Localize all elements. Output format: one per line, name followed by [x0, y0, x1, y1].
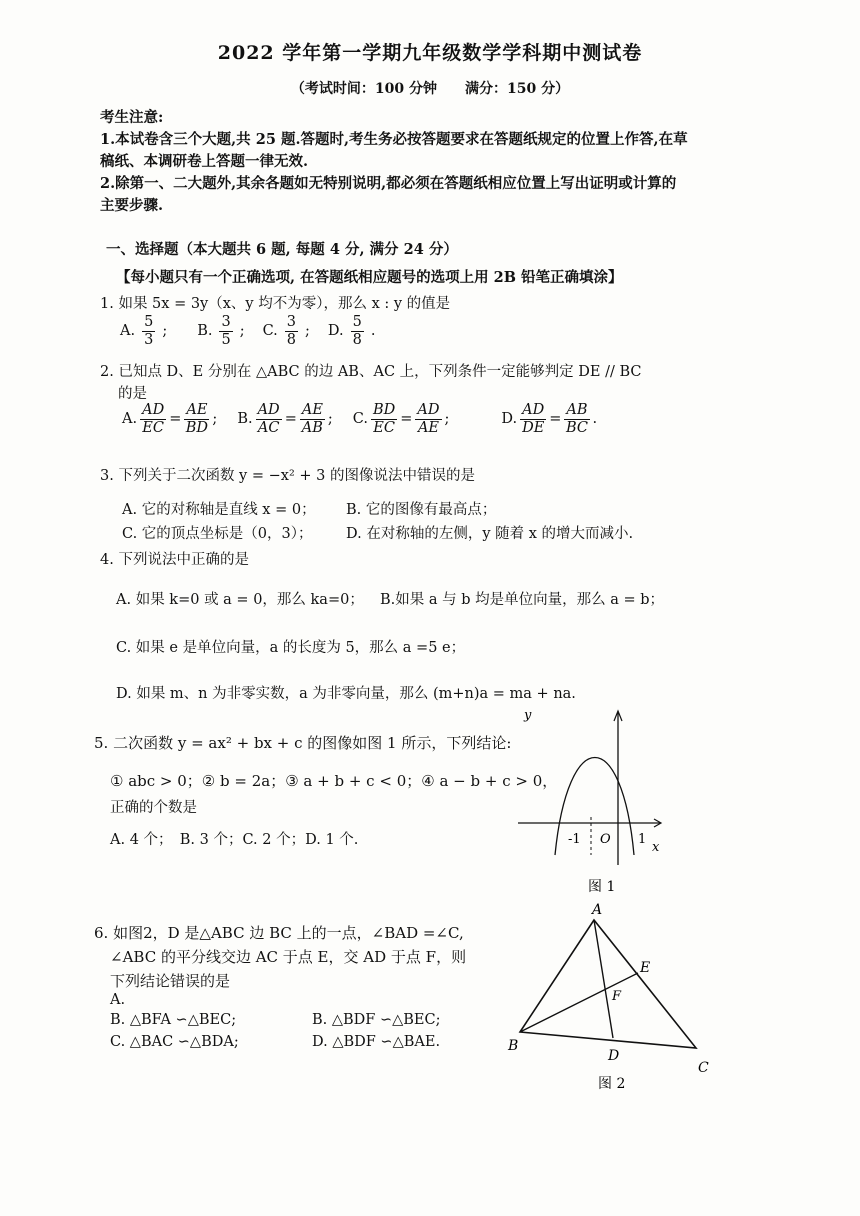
q3-option-c: C. 它的顶点坐标是（0，3）；: [122, 526, 313, 542]
q2-stem2: 的是: [118, 386, 147, 402]
q6-stem2: ∠ABC 的平分线交边 AC 于点 E，交 AD 于点 F，则: [110, 948, 467, 966]
q2-c-right: $\frac{AD}{AE}$: [417, 402, 440, 436]
q6-option-d: D. △BDF ∽△BAE.: [312, 1034, 441, 1050]
q6-option-b2: B. △BDF ∽△BEC;: [312, 1012, 441, 1028]
figure-2-triangle: [500, 900, 720, 1095]
q1-option-a-frac: $\frac{5}{3}$: [144, 314, 154, 348]
q2-stem: 2. 已知点 D、E 分别在 △ABC 的边 AB、AC 上，下列条件一定能够判定 DE // BC: [100, 364, 642, 380]
q5-conclusions: ① abc > 0；② b = 2a；③ a + b + c < 0；④ a − b + c > 0，: [110, 772, 558, 790]
q1-option-b-label: B.: [197, 323, 213, 340]
fig2-label-b: B: [508, 1038, 519, 1054]
notice-line1b: 稿纸、本调研卷上答题一律无效.: [100, 153, 309, 170]
q3-option-b: B. 它的图像有最高点；: [346, 502, 497, 518]
fig2-label-d: D: [608, 1048, 620, 1064]
notice-line2b: 主要步骤.: [100, 197, 164, 214]
q3-stem: 3. 下列关于二次函数 y = −x² + 3 的图像说法中错误的是: [100, 468, 475, 484]
q1-options: A. $\frac{5}{3}$ ; B. $\frac{3}{5}$ ; C. $\frac{3}{8}$ ; D. $\frac{5}{8}$ .: [120, 314, 376, 348]
q6-stem3: 下列结论错误的是: [110, 972, 231, 990]
notice-line1: 1.本试卷含三个大题,共 25 题.答题时,考生务必按答题要求在答题纸规定的位置上作答,在草: [100, 131, 688, 148]
q1-option-a-label: A.: [120, 323, 136, 340]
fig2-triangle-abc: [520, 920, 696, 1048]
q3-option-d: D. 在对称轴的左侧，y 随着 x 的增大而减小.: [346, 526, 634, 542]
notice-heading: 考生注意:: [100, 109, 164, 126]
fig1-one-label: 1: [638, 832, 647, 847]
fig2-label-e: E: [640, 960, 651, 976]
q2-a-left: $\frac{AD}{EC}$: [142, 402, 165, 436]
fig1-parabola-curve: [555, 758, 634, 856]
q5-stem: 5. 二次函数 y = ax² + bx + c 的图像如图 1 所示，下列结论:: [94, 734, 512, 752]
q2-a-right: $\frac{AE}{BD}$: [185, 402, 209, 436]
exam-title: 2022 学年第一学期九年级数学学科期中测试卷: [217, 42, 643, 64]
q2-b-right: $\frac{AE}{AB}$: [301, 402, 323, 436]
fig2-label-c: C: [698, 1060, 709, 1076]
exam-subtitle: （考试时间：100 分钟 满分：150 分）: [290, 81, 570, 97]
fig2-label-a: A: [592, 902, 603, 918]
q2-b-left: $\frac{AD}{AC}$: [257, 402, 280, 436]
q4-option-b: B.如果 a 与 b 均是单位向量，那么 a = b；: [380, 592, 665, 608]
figure-1-parabola: [510, 705, 670, 900]
section1-instruction: 【每小题只有一个正确选项, 在答题纸相应题号的选项上用 2B 铅笔正确填涂】: [116, 269, 623, 286]
q2-d-left: $\frac{AD}{DE}$: [522, 402, 545, 436]
q2-options: A. $\frac{AD}{EC}$ = $\frac{AE}{BD}$ ; B. $\frac{AD}{AC}$ = $\frac{AE}{AB}$ ; C. $\frac{BD}{EC}$ = $\frac{AD}{AE}$ ; D. $\frac{AD}{DE}$ = $\frac{AB}{BC}$ .: [122, 402, 598, 436]
q1-option-d-frac: $\frac{5}{8}$: [352, 314, 362, 348]
q6-option-b: B. △BFA ∽△BEC;: [110, 1012, 237, 1028]
fig1-neg1-label: -1: [568, 832, 581, 847]
fig2-label-f: F: [612, 989, 622, 1004]
section1-heading: 一、选择题（本大题共 6 题, 每题 4 分, 满分 24 分）: [106, 241, 458, 258]
fig1-caption: 图 1: [588, 879, 616, 895]
q4-stem: 4. 下列说法中正确的是: [100, 552, 249, 568]
fig1-origin-label: O: [600, 832, 611, 847]
q1-option-b-frac: $\frac{3}{5}$: [221, 314, 231, 348]
q3-option-a: A. 它的对称轴是直线 x = 0；: [122, 502, 316, 518]
q5-options: A. 4 个； B. 3 个；C. 2 个；D. 1 个.: [110, 832, 359, 848]
q1-option-c-label: C.: [262, 323, 278, 340]
q4-option-d: D. 如果 m、n 为非零实数，a 为非零向量，那么 (m+n)a = ma + na.: [116, 686, 576, 702]
q4-option-c: C. 如果 e 是单位向量，a 的长度为 5，那么 a =5 e；: [116, 640, 466, 656]
notice-line2: 2.除第一、二大题外,其余各题如无特别说明,都必须在答题纸相应位置上写出证明或计算的: [100, 175, 677, 192]
q2-d-right: $\frac{AB}{BC}$: [565, 402, 588, 436]
fig1-x-label: x: [652, 840, 660, 855]
q4-option-a: A. 如果 k=0 或 a = 0，那么 ka=0；: [116, 592, 364, 608]
q6-option-c: C. △BAC ∽△BDA;: [110, 1034, 239, 1050]
fig1-y-label: y: [524, 708, 532, 723]
q2-c-left: $\frac{BD}{EC}$: [372, 402, 396, 436]
q6-stem1: 6. 如图2，D 是△ABC 边 BC 上的一点，∠BAD =∠C,: [94, 924, 464, 942]
q1-stem: 1. 如果 5x = 3y（x、y 均不为零），那么 x : y 的值是: [100, 296, 451, 312]
q6-option-a-label: A.: [110, 992, 126, 1008]
q1-option-c-frac: $\frac{3}{8}$: [286, 314, 297, 348]
fig2-segment-ad: [594, 920, 613, 1038]
q1-option-d-label: D.: [327, 323, 344, 340]
q5-ask: 正确的个数是: [110, 800, 197, 816]
fig2-caption: 图 2: [598, 1076, 626, 1092]
